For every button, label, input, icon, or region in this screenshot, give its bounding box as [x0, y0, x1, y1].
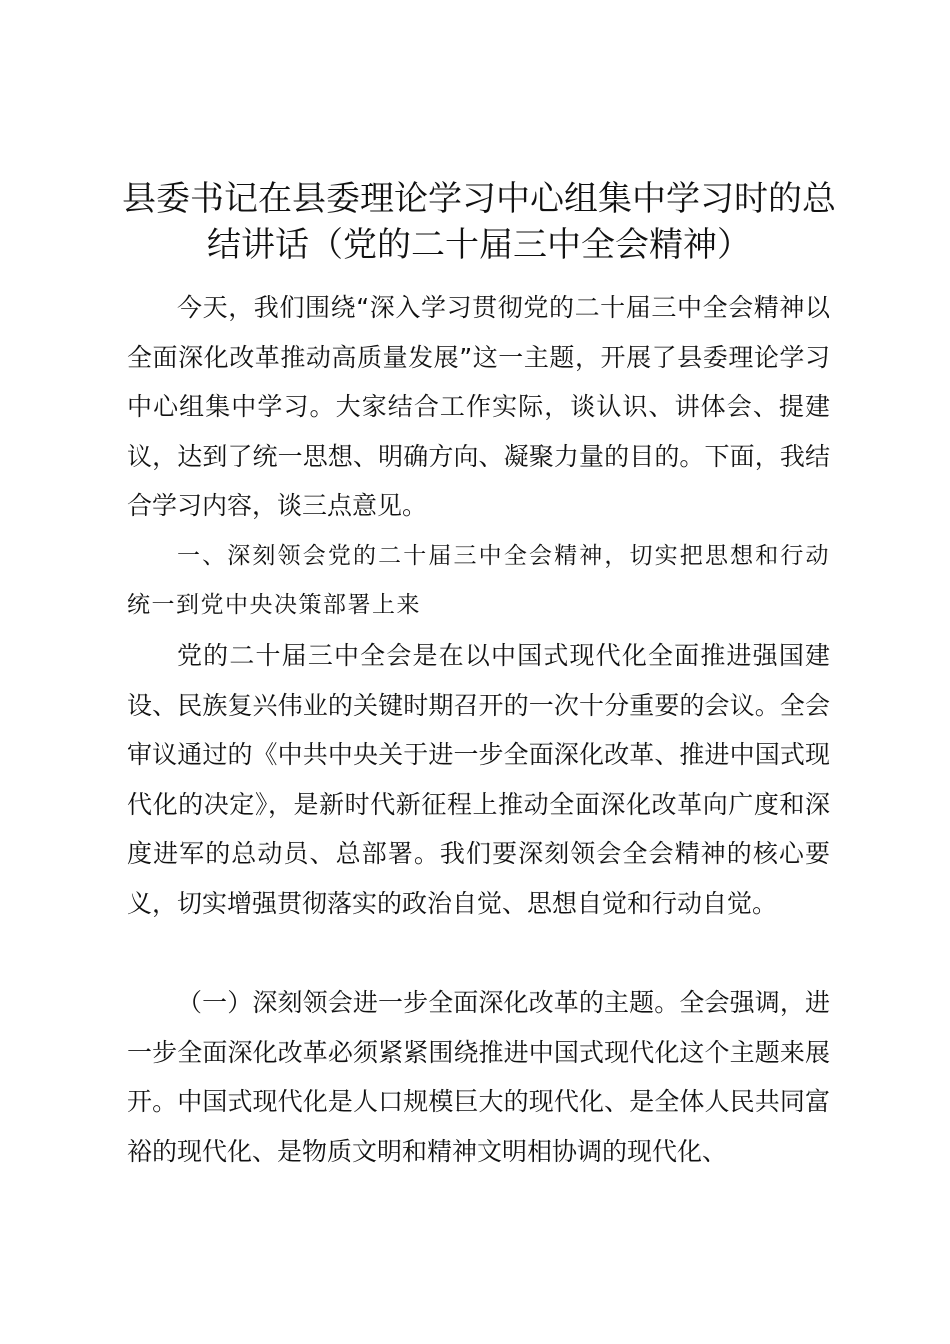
paragraph-intro: 今天，我们围绕“深入学习贯彻党的二十届三中全会精神以全面深化改革推动高质量发展”这一主题，开展了县委理论学习中心组集中学习。大家结合工作实际，谈认识、讲体会、提建议，达到了统一思想、明确方向、凝聚力量的目的。下面，我结合学习内容，谈三点意见。: [127, 293, 830, 520]
paragraph-subsection-one: （一）深刻领会进一步全面深化改革的主题。全会强调，进一步全面深化改革必须紧紧围绕推进中国式现代化这个主题来展开。中国式现代化是人口规模巨大的现代化、是全体人民共同富裕的现代化、是物质文明和精神文明相协调的现代化、: [127, 988, 830, 1166]
paragraph-plenum-significance: 党的二十届三中全会是在以中国式现代化全面推进强国建设、民族复兴伟业的关键时期召开的一次十分重要的会议。全会审议通过的《中共中央关于进一步全面深化改革、推进中国式现代化的决定》，是新时代新征程上推动全面深化改革向广度和深度进军的总动员、总部署。我们要深刻领会全会精神的核心要义，切实增强贯彻落实的政治自觉、思想自觉和行动自觉。: [127, 641, 830, 918]
document-title: 县委书记在县委理论学习中心组集中学习时的总结讲话（党的二十届三中全会精神）: [122, 179, 836, 265]
section-heading-one: 一、深刻领会党的二十届三中全会精神，切实把思想和行动统一到党中央决策部署上来: [127, 543, 830, 618]
